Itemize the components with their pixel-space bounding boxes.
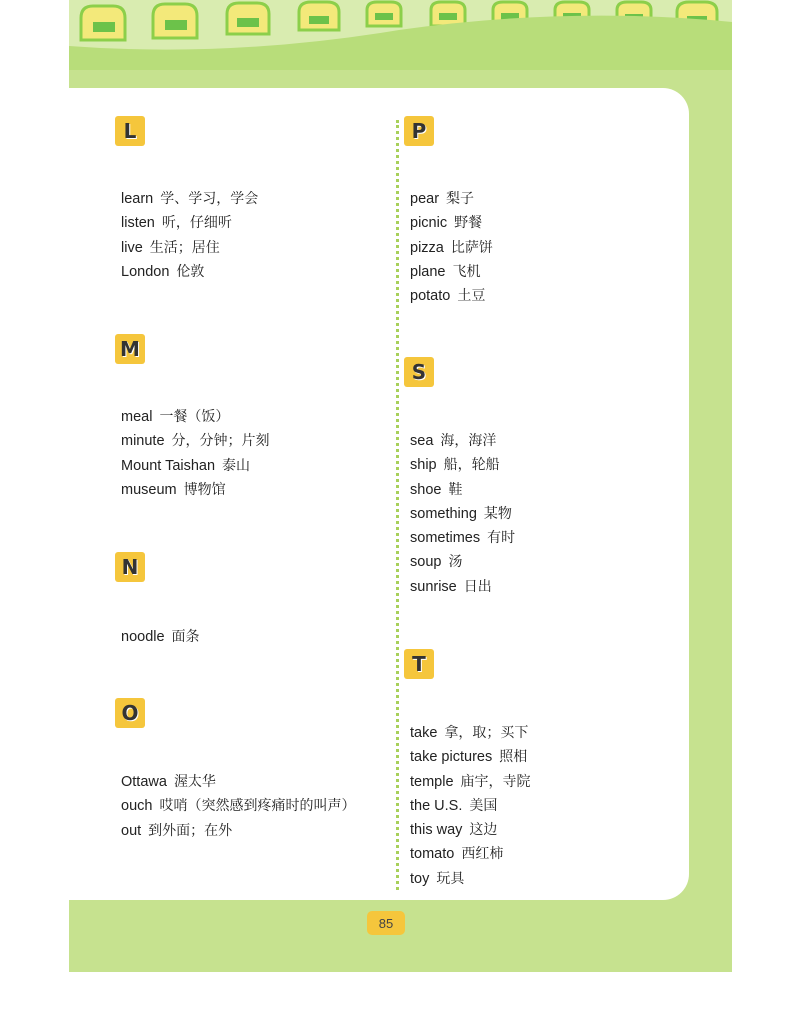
- word-entry: [121, 187, 258, 211]
- page-number: 85: [367, 911, 405, 935]
- word-entry: [121, 211, 258, 235]
- word-zh: 海，海洋: [440, 433, 497, 449]
- word-en: take: [410, 725, 438, 741]
- word-zh: 学、学习，学会: [160, 191, 259, 207]
- word-list-l: [121, 187, 258, 284]
- letter-badge-p: P: [404, 116, 434, 146]
- word-entry: [410, 794, 531, 818]
- word-zh: 某物: [483, 505, 512, 522]
- word-entry: [410, 478, 515, 502]
- word-entry: [410, 453, 515, 477]
- word-en: live: [121, 239, 143, 256]
- word-en: listen: [121, 215, 155, 232]
- word-en: shoe: [410, 481, 442, 498]
- word-entry: [410, 187, 493, 211]
- word-zh: 拿，取；买下: [444, 725, 529, 741]
- word-zh: 汤: [448, 554, 463, 571]
- word-zh: 飞机: [452, 263, 481, 280]
- word-en: Ottawa: [121, 774, 167, 790]
- word-en: plane: [410, 263, 446, 280]
- word-zh: 庙宇，寺院: [460, 773, 531, 790]
- word-zh: 比萨饼: [450, 239, 493, 256]
- word-entry: [121, 429, 270, 453]
- word-entry: [410, 867, 531, 891]
- word-entry: [121, 794, 355, 818]
- word-en: museum: [121, 481, 177, 498]
- word-entry: [410, 550, 515, 574]
- column-divider: [396, 120, 399, 890]
- word-entry: [410, 526, 515, 550]
- word-zh: 日出: [463, 578, 492, 595]
- word-entry: [121, 260, 258, 284]
- word-en: temple: [410, 773, 454, 790]
- word-entry: [410, 770, 531, 794]
- word-en: picnic: [410, 215, 448, 232]
- word-en: learn: [121, 191, 154, 207]
- word-en: tomato: [410, 846, 455, 863]
- word-entry: [121, 478, 270, 502]
- letter-badge-l: L: [115, 116, 145, 146]
- word-zh: 有时: [487, 530, 516, 547]
- word-zh: 生活；居住: [149, 239, 220, 256]
- word-zh: 到外面；在外: [148, 822, 233, 839]
- letter-badge-t: T: [404, 649, 434, 679]
- word-en: ship: [410, 457, 437, 474]
- word-en: this way: [410, 822, 463, 839]
- word-en: the U.S.: [410, 797, 463, 814]
- word-en: sunrise: [410, 578, 457, 595]
- word-zh: 一餐（饭）: [159, 409, 230, 425]
- word-zh: 面条: [171, 629, 200, 645]
- letter-badge-m: M: [115, 334, 145, 364]
- word-entry: [121, 770, 355, 794]
- word-entry: [410, 429, 515, 453]
- word-zh: 鞋: [448, 481, 463, 498]
- word-en: pizza: [410, 239, 444, 256]
- word-en: toy: [410, 870, 430, 887]
- word-en: Mount Taishan: [121, 457, 216, 474]
- word-list-m: [121, 405, 270, 502]
- word-en: pear: [410, 191, 440, 207]
- word-en: potato: [410, 288, 451, 305]
- word-zh: 美国: [469, 797, 498, 814]
- word-list-s: [410, 429, 515, 599]
- word-list-n: [121, 625, 200, 649]
- word-entry: [410, 236, 493, 260]
- word-zh: 分，分钟；片刻: [171, 433, 270, 450]
- word-zh: 伦敦: [176, 263, 205, 280]
- word-zh: 野餐: [454, 215, 483, 232]
- word-zh: 泰山: [222, 457, 251, 474]
- word-zh: 哎哨（突然感到疼痛时的叫声）: [159, 798, 356, 815]
- word-en: London: [121, 263, 170, 280]
- word-entry: [121, 454, 270, 478]
- word-en: noodle: [121, 629, 165, 645]
- word-en: sometimes: [410, 530, 481, 547]
- word-zh: 玩具: [436, 870, 465, 887]
- word-en: something: [410, 505, 477, 522]
- word-en: ouch: [121, 798, 153, 815]
- word-entry: [410, 211, 493, 235]
- word-list-t: [410, 721, 531, 891]
- word-en: meal: [121, 409, 153, 425]
- header-decoration: [69, 0, 732, 70]
- word-zh: 照相: [499, 749, 528, 766]
- word-entry: [410, 745, 531, 769]
- word-entry: [410, 818, 531, 842]
- word-entry: [410, 842, 531, 866]
- word-entry: [121, 405, 270, 429]
- word-entry: [410, 721, 531, 745]
- word-en: soup: [410, 554, 442, 571]
- word-zh: 听，仔细听: [161, 215, 232, 232]
- word-zh: 这边: [469, 822, 498, 839]
- textbook-page: [69, 0, 732, 972]
- word-entry: [121, 625, 200, 649]
- word-list-o: [121, 770, 355, 843]
- word-zh: 渥太华: [173, 774, 216, 790]
- word-en: take pictures: [410, 749, 493, 766]
- word-list-p: [410, 187, 493, 308]
- word-entry: [410, 284, 493, 308]
- word-entry: [410, 260, 493, 284]
- word-entry: [121, 819, 355, 843]
- word-zh: 梨子: [446, 191, 475, 207]
- word-zh: 船，轮船: [443, 457, 500, 474]
- word-zh: 西红柿: [461, 846, 504, 863]
- word-zh: 土豆: [457, 288, 486, 305]
- word-zh: 博物馆: [183, 481, 226, 498]
- letter-badge-s: S: [404, 357, 434, 387]
- word-entry: [410, 502, 515, 526]
- word-entry: [121, 236, 258, 260]
- word-en: out: [121, 822, 142, 839]
- word-entry: [410, 575, 515, 599]
- letter-badge-n: N: [115, 552, 145, 582]
- word-en: sea: [410, 433, 434, 449]
- letter-badge-o: O: [115, 698, 145, 728]
- word-en: minute: [121, 433, 165, 450]
